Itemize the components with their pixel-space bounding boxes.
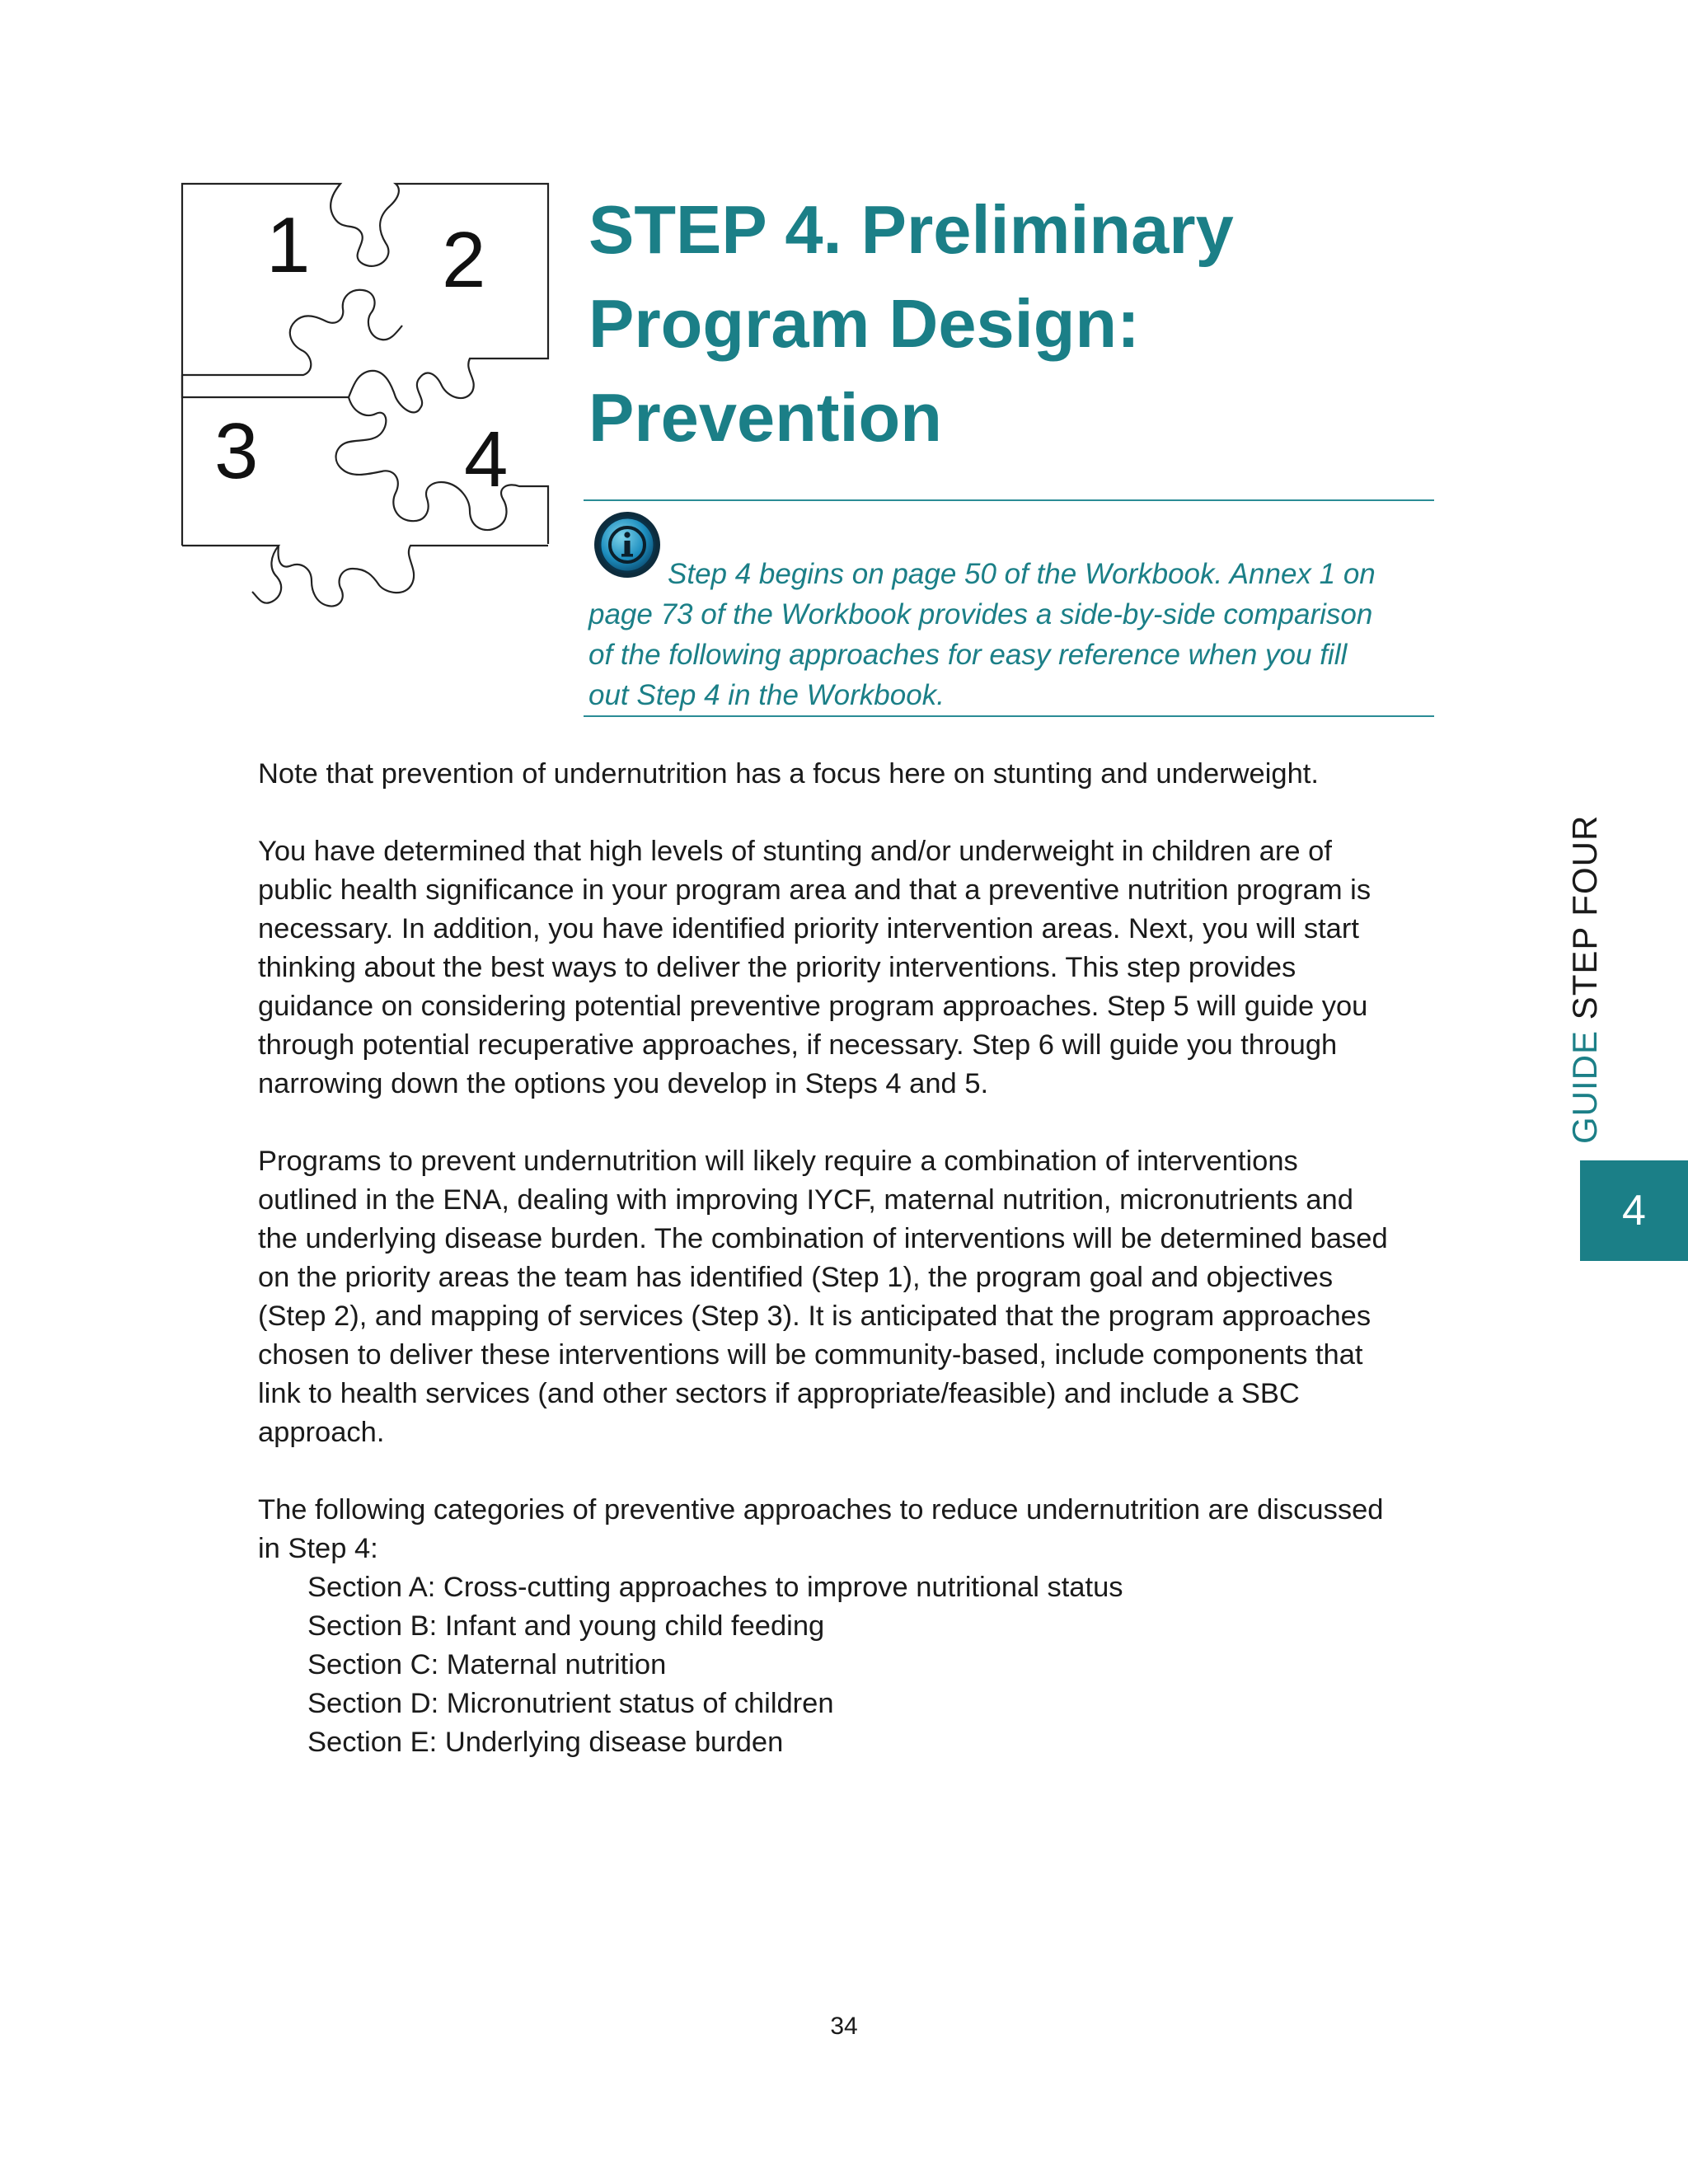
sidebar-step-word: STEP FOUR (1565, 814, 1604, 1020)
paragraph-line: in Step 4: (258, 1533, 378, 1564)
page-number: 34 (830, 2013, 858, 2040)
paragraph-line: (Step 2), and mapping of services (Step 3). It is anticipated that the program approaches (258, 1301, 1372, 1332)
section-item-d: Section D: Micronutrient status of children (307, 1688, 834, 1719)
note-line: Step 4 begins on page 50 of the Workbook. Annex 1 on (668, 558, 1376, 590)
puzzle-number-4: 4 (464, 415, 509, 504)
workbook-note (588, 554, 1437, 715)
section-item-b: Section B: Infant and young child feeding (307, 1610, 825, 1642)
paragraph-line: outlined in the ENA, dealing with improving IYCF, maternal nutrition, micronutrients and (258, 1184, 1353, 1216)
paragraph-line: approach. (258, 1417, 385, 1448)
note-top-rule (584, 499, 1434, 501)
paragraph-line: Note that prevention of undernutrition has a focus here on stunting and underweight. (258, 758, 1319, 790)
paragraph-line: The following categories of preventive approaches to reduce undernutrition are discussed (258, 1494, 1384, 1526)
paragraph-line: through potential recuperative approaches, if necessary. Step 6 will guide you through (258, 1029, 1338, 1061)
note-line: page 73 of the Workbook provides a side-by-side comparison (588, 598, 1373, 630)
puzzle-graphic (180, 181, 551, 610)
paragraph-line: You have determined that high levels of stunting and/or underweight in children are of (258, 836, 1332, 867)
paragraph-line: necessary. In addition, you have identified priority intervention areas. Next, you will start (258, 913, 1359, 944)
note-line: out Step 4 in the Workbook. (588, 679, 945, 711)
title-line-3: Prevention (588, 379, 942, 456)
paragraph-line: narrowing down the options you develop in Steps 4 and 5. (258, 1068, 989, 1099)
paragraph-line: on the priority areas the team has identified (Step 1), the program goal and objectives (258, 1262, 1334, 1293)
page-title (588, 183, 1437, 465)
sidebar-guide-word: GUIDE (1565, 1029, 1604, 1144)
puzzle-number-2: 2 (442, 216, 486, 304)
paragraph-3 (258, 1142, 1437, 1452)
paragraph-line: public health significance in your program area and that a preventive nutrition program is (258, 874, 1372, 906)
section-list (258, 1568, 1437, 1762)
note-line: of the following approaches for easy reference when you fill (588, 639, 1348, 671)
puzzle-number-3: 3 (214, 407, 259, 495)
paragraph-1 (258, 755, 1437, 794)
paragraph-line: link to health services (and other sectors if appropriate/feasible) and include a SBC (258, 1378, 1300, 1409)
title-line-2: Program Design: (588, 285, 1140, 362)
title-line-1: STEP 4. Preliminary (588, 191, 1234, 268)
puzzle-number-1: 1 (266, 201, 311, 289)
paragraph-line: thinking about the best ways to deliver the priority interventions. This step provides (258, 952, 1296, 983)
section-item-c: Section C: Maternal nutrition (307, 1649, 667, 1680)
body-text (258, 755, 1437, 1762)
paragraph-line: guidance on considering potential preventive program approaches. Step 5 will guide you (258, 991, 1368, 1022)
step-tab: 4 (1580, 1160, 1688, 1261)
sidebar-guide-label (1556, 732, 1614, 1144)
paragraph-line: the underlying disease burden. The combination of interventions will be determined based (258, 1223, 1388, 1254)
paragraph-4 (258, 1491, 1437, 1762)
section-item-a: Section A: Cross-cutting approaches to improve nutritional status (307, 1572, 1123, 1603)
paragraph-line: Programs to prevent undernutrition will likely require a combination of interventions (258, 1146, 1298, 1177)
paragraph-2 (258, 832, 1437, 1104)
note-bottom-rule (584, 715, 1434, 717)
section-item-e: Section E: Underlying disease burden (307, 1727, 784, 1758)
paragraph-line: chosen to deliver these interventions will be community-based, include components that (258, 1339, 1363, 1371)
